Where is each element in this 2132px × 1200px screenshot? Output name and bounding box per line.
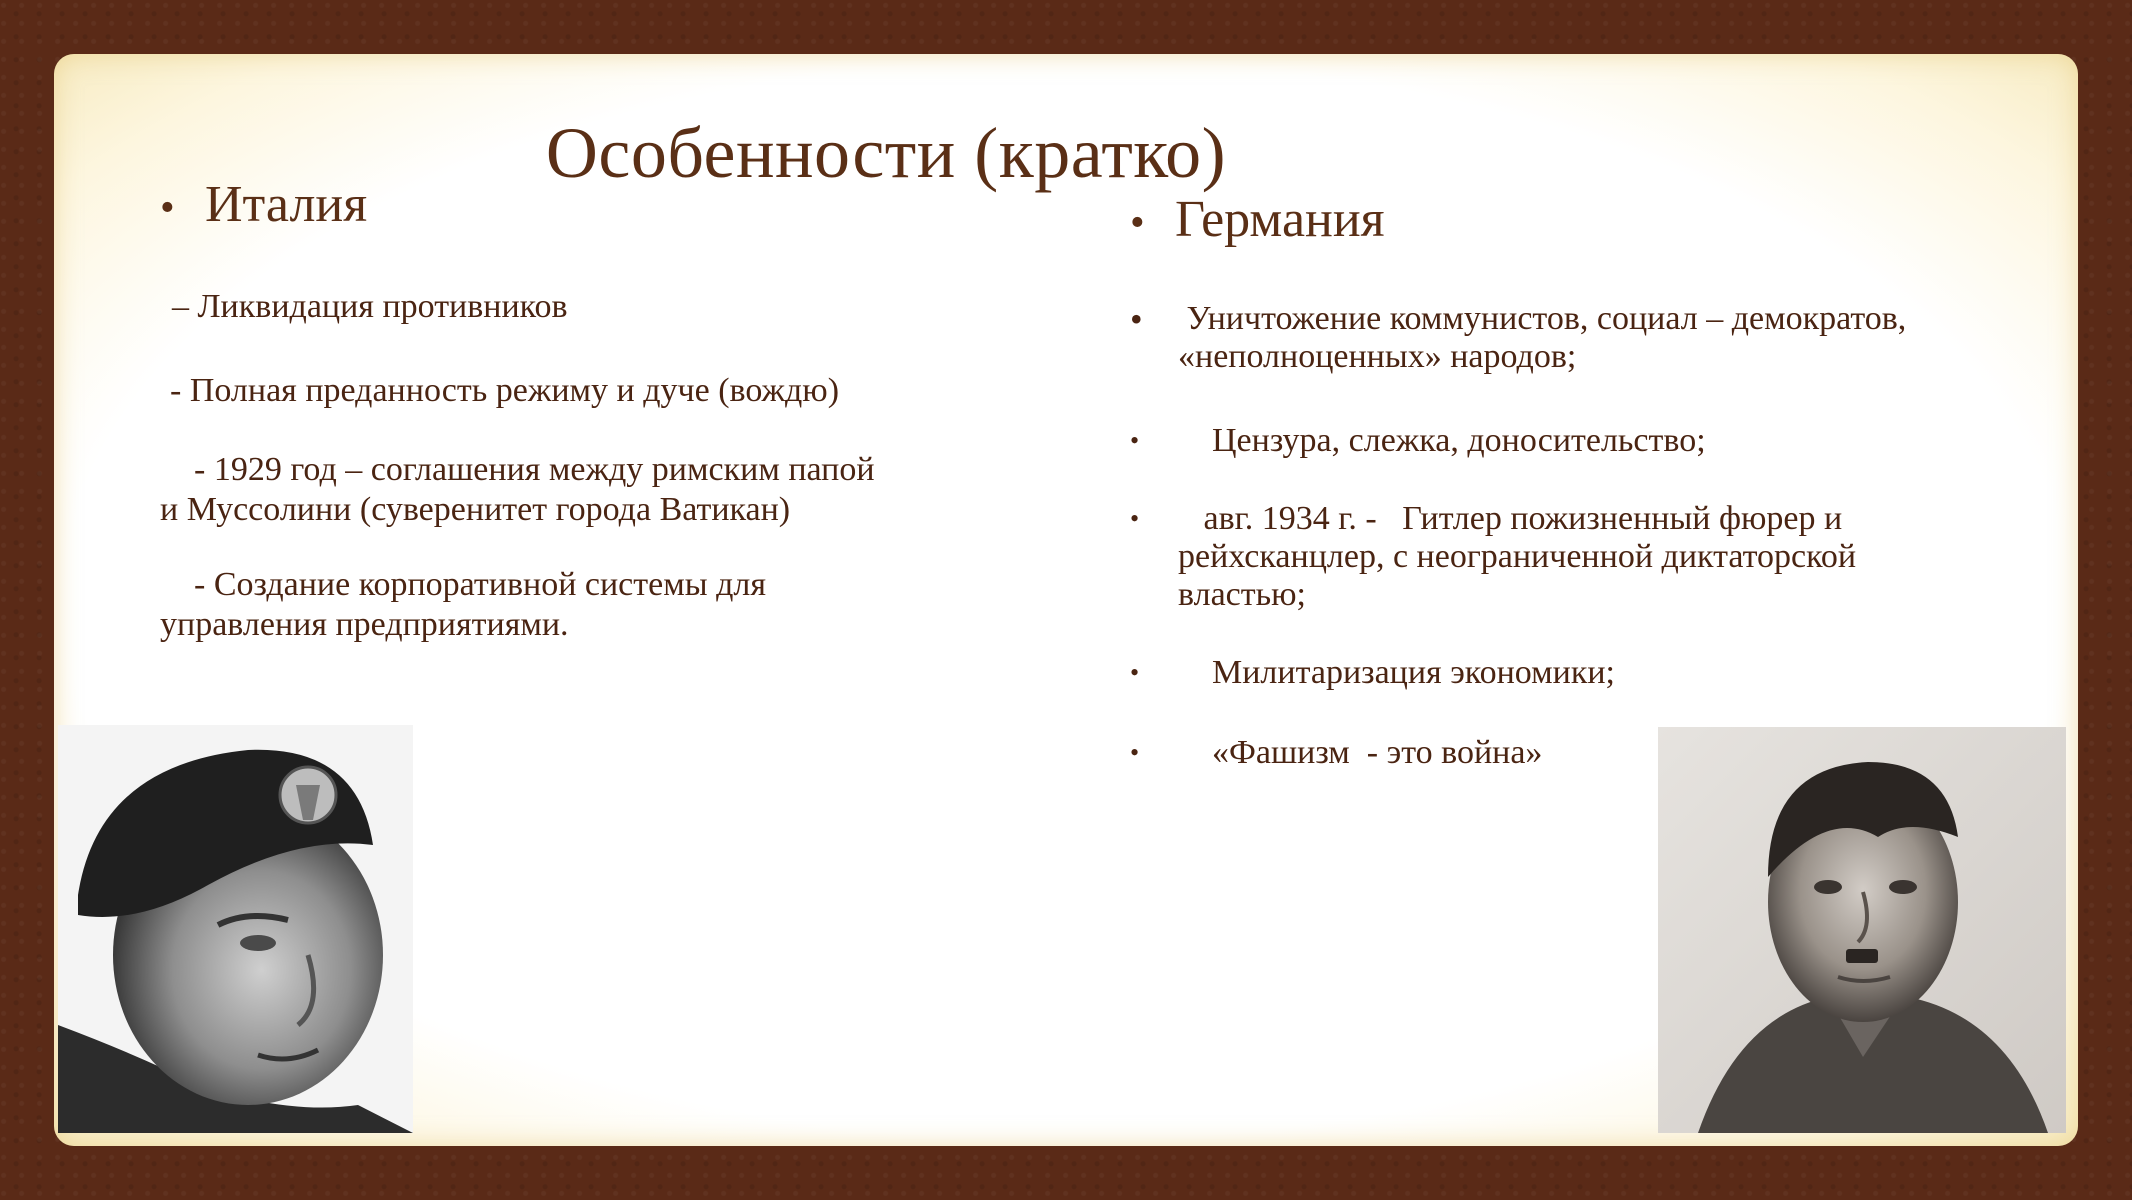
germany-item-text: Милитаризация экономики; [1178,654,1616,691]
bullet-icon: • [1130,658,1140,687]
germany-item [1130,300,2030,376]
germany-item-text: Цензура, слежка, доносительство; [1178,422,1706,459]
germany-item-text: «Фашизм - это война» [1178,734,1543,771]
germany-item [1130,500,2030,614]
italy-heading-text: Италия [205,176,368,233]
portrait-right [1658,727,2066,1133]
germany-item-text: Уничтожение коммунистов, социал – демократов, «неполноценных» народов; [1178,300,1907,375]
italy-item: - Создание корпоративной системы для управления предприятиями. [160,566,766,643]
italy-item: – Ликвидация противников [172,288,568,325]
bullet-icon: • [1130,426,1140,455]
germany-heading-text: Германия [1175,191,1385,248]
italy-item: - 1929 год – соглашения между римским папой и Муссолини (суверенитет города Ватикан) [160,451,875,528]
bullet-icon: • [1130,738,1140,767]
germany-column [1130,190,2030,771]
bullet-icon: • [1130,299,1143,339]
italy-item: - Полная преданность режиму и дуче (вождю) [170,372,840,409]
bullet-icon: • [1130,200,1145,246]
portrait-left [58,725,413,1133]
germany-heading [1130,190,2030,249]
bullet-icon: • [160,185,175,231]
germany-item-text: авг. 1934 г. - Гитлер пожизненный фюрер и рейхсканцлер, с неограниченной диктаторской властью; [1178,500,1857,613]
portrait-photo-icon [1658,727,2066,1133]
germany-item [1130,422,2030,460]
slide-title: Особенности (кратко) [545,113,1227,193]
italy-heading [160,175,990,234]
germany-item [1130,654,2030,692]
portrait-photo-icon [58,725,413,1133]
bullet-icon: • [1130,504,1140,533]
italy-column [160,175,990,643]
